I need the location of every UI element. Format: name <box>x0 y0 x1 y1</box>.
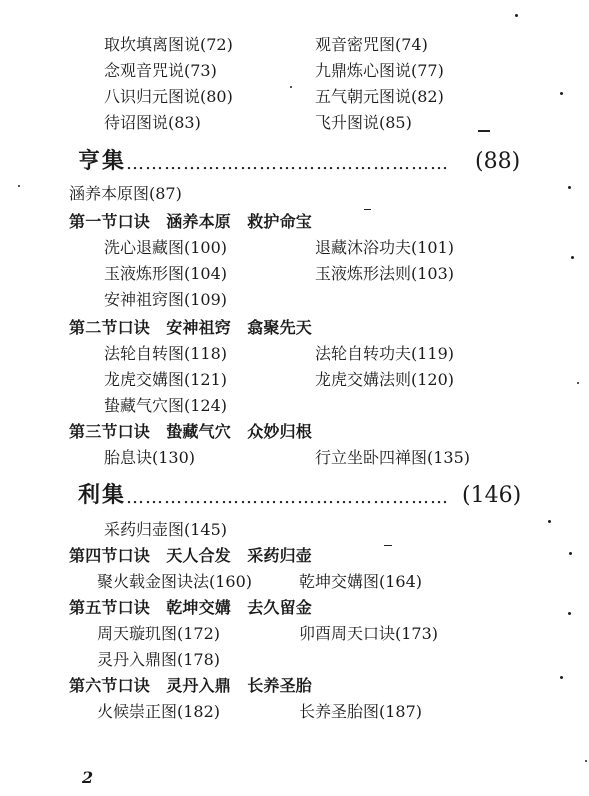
toc-entry: 火候崇正图(182) <box>97 702 221 721</box>
toc-entry: 退藏沐浴功夫(101) <box>315 238 455 257</box>
scan-speck <box>560 676 563 679</box>
scan-speck <box>515 14 518 17</box>
toc-entry: 龙虎交媾图(121) <box>104 370 228 389</box>
toc-entry: 长养圣胎图(187) <box>299 702 423 721</box>
toc-item: 涵养本原图(87) <box>69 184 182 203</box>
toc-entry: 聚火载金图诀法(160) <box>97 572 253 591</box>
chapter-leader: …………………………………………… <box>126 155 449 173</box>
toc-entry: 行立坐卧四禅图(135) <box>315 448 471 467</box>
scan-speck <box>548 520 551 523</box>
section-heading: 第一节口诀 涵养本原 救护命宝 <box>69 212 313 231</box>
scan-speck <box>568 186 571 189</box>
toc-entry: 玉液炼形图(104) <box>104 264 228 283</box>
toc-item: 五气朝元图说(82) <box>315 87 444 106</box>
chapter-title: 利集 <box>78 482 127 508</box>
scan-mark <box>364 209 371 210</box>
scan-mark <box>478 130 490 132</box>
chapter-page: (88) <box>475 149 521 174</box>
toc-entry: 安神祖窍图(109) <box>104 290 228 309</box>
toc-entry: 卯酉周天口诀(173) <box>299 624 439 643</box>
toc-item: 念观音咒说(73) <box>104 61 217 80</box>
toc-entry: 灵丹入鼎图(178) <box>97 650 221 669</box>
scan-mark <box>384 545 392 546</box>
section-heading: 第三节口诀 蛰藏气穴 众妙归根 <box>69 422 313 441</box>
scan-speck <box>571 256 574 259</box>
scan-speck <box>585 760 587 762</box>
scan-speck <box>568 612 571 615</box>
toc-entry: 法轮自转图(118) <box>104 344 228 363</box>
toc-entry: 胎息诀(130) <box>104 448 196 467</box>
toc-item: 观音密咒图(74) <box>315 35 428 54</box>
toc-item: 九鼎炼心图说(77) <box>315 61 444 80</box>
section-heading: 第二节口诀 安神祖窍 翕聚先天 <box>69 318 313 337</box>
page-number: 2 <box>82 768 94 787</box>
scan-speck <box>577 382 579 384</box>
toc-item: 八识归元图说(80) <box>104 87 233 106</box>
toc-entry: 洗心退藏图(100) <box>104 238 228 257</box>
section-heading: 第六节口诀 灵丹入鼎 长养圣胎 <box>69 676 313 695</box>
toc-item: 待诏图说(83) <box>104 113 201 132</box>
toc-item: 取坎填离图说(72) <box>104 35 233 54</box>
chapter-title: 亨集 <box>78 148 127 174</box>
toc-entry: 法轮自转功夫(119) <box>315 344 455 363</box>
toc-entry: 周天璇玑图(172) <box>97 624 221 643</box>
toc-item: 飞升图说(85) <box>315 113 412 132</box>
chapter-page: (146) <box>462 483 522 508</box>
section-heading: 第四节口诀 天人合发 采药归壶 <box>69 546 313 565</box>
section-heading: 第五节口诀 乾坤交媾 去久留金 <box>69 598 313 617</box>
scan-speck <box>560 92 563 95</box>
toc-entry: 乾坤交媾图(164) <box>299 572 423 591</box>
scan-speck <box>18 185 20 187</box>
scan-speck <box>569 552 572 555</box>
chapter-leader: …………………………………………… <box>126 489 449 507</box>
toc-item: 采药归壶图(145) <box>104 520 228 539</box>
toc-entry: 龙虎交媾法则(120) <box>315 370 455 389</box>
scan-speck <box>290 86 292 88</box>
toc-entry: 玉液炼形法则(103) <box>315 264 455 283</box>
toc-entry: 蛰藏气穴图(124) <box>104 396 228 415</box>
